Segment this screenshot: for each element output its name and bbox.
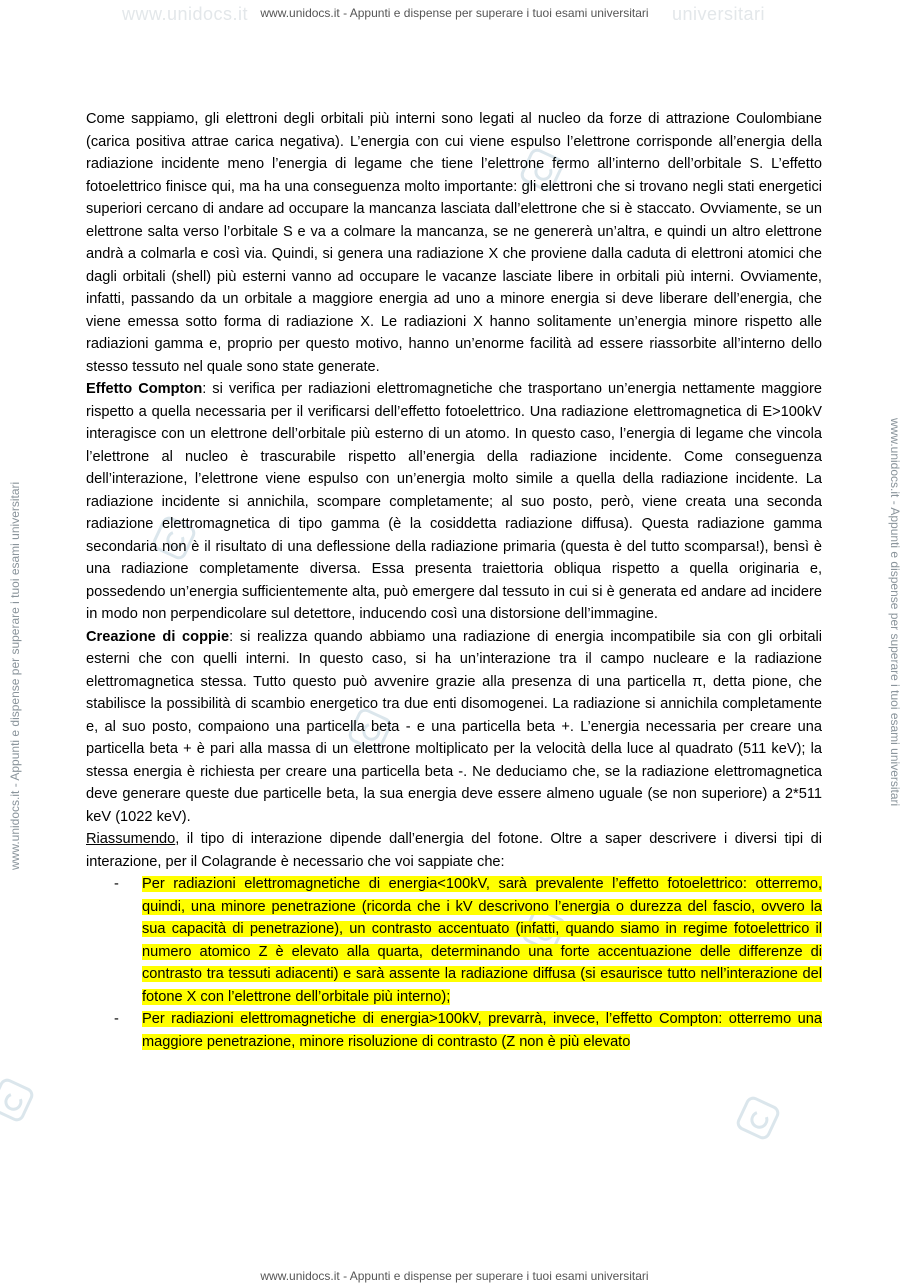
document-body [86, 108, 822, 1053]
watermark-side-right: www.unidocs.it - Appunti e dispense per superare i tuoi esami universitari [888, 418, 902, 807]
paragraph-riassumendo [86, 828, 822, 873]
highlighted-text: Per radiazioni elettromagnetiche di energia<100kV, sarà prevalente l’effetto fotoelettrico: otterremo, quindi, una minore penetrazione (ricorda che i kV descrivono l’energia o durezza del fascio, ovvero la sua capacità di penetrazione), un contrasto accentuato (infatti, quando siamo in regime fotoelettrico il numero atomico Z è elevato alla quarta, determinando una forte accentuazione delle differenze di contrasto tra tessuti adiacenti) e sarà assente la radiazione diffusa (si esaurisce tutto nell’interazione del fotone X con l’elettrone dell’orbitale più interno); [142, 876, 822, 1005]
paragraph-compton [86, 378, 822, 626]
watermark-logo-icon [734, 1094, 782, 1142]
heading-compton: Effetto Compton [86, 381, 203, 397]
watermark-logo-icon [0, 1076, 36, 1124]
list-dash: - [114, 1011, 119, 1027]
watermark-ghost-right: universitari [672, 4, 766, 24]
watermark-header: www.unidocs.it - Appunti e dispense per superare i tuoi esami universitari [260, 6, 649, 20]
riassumendo-text: , il tipo di interazione dipende dall’energia del fotone. Oltre a saper descrivere i diversi tipi di interazione, per il Colagrande è necessario che voi sappiate che: [86, 831, 822, 870]
compton-text: : si verifica per radiazioni elettromagnetiche che trasportano un’energia nettamente maggiore rispetto a quella necessaria per il verificarsi dell’effetto fotoelettrico. Una radiazione elettromagnetica di E>100kV interagisce con un elettrone dell’orbitale più esterno di un atomo. In questo caso, l’energia di legame che vincola l’elettrone al nucleo è trascurabile rispetto all’energia della radiazione incidente. Come conseguenza dell’interazione, l’elettrone viene espulso con un’energia molto simile a quella della radiazione incidente. La radiazione incidente si annichila, scompare completamente; al suo posto, però, viene creata una seconda radiazione elettromagnetica di tipo gamma (è la cosiddetta radiazione diffusa). Questa radiazione gamma secondaria non è il risultato di una deflessione della radiazione primaria (questa è del tutto scomparsa!), bensì è una radiazione completamente diversa. Essa presenta traiettoria obliqua rispetto a quella originaria e, possedendo un’energia sufficientemente alta, può emergere dal tessuto in cui si è generata ed andare ad incidere in modo non perpendicolare sul detettore, inducendo così una distorsione dell’immagine. [86, 381, 822, 622]
list-item [86, 873, 822, 1008]
watermark-footer: www.unidocs.it - Appunti e dispense per superare i tuoi esami universitari [260, 1269, 649, 1283]
watermark-ghost-left: www.unidocs.it [122, 4, 249, 24]
watermark-side-left: www.unidocs.it - Appunti e dispense per superare i tuoi esami universitari [8, 481, 22, 870]
paragraph-fotoelettrico: Come sappiamo, gli elettroni degli orbitali più interni sono legati al nucleo da forze di attrazione Coulombiane (carica positiva attrae carica negativa). L’energia con cui viene espulso l’elettrone corrisponde all’energia della radiazione incidente meno l’energia di legame che tiene l’elettrone fermo all’interno dell’orbitale S. L’effetto fotoelettrico finisce qui, ma ha una conseguenza molto importante: gli elettroni che si trovano negli stati energetici superiori cercano di andare ad occupare la mancanza lasciata dall’elettrone che si è staccato. Ovviamente, se un elettrone salta verso l’orbitale S e va a colmare la mancanza, se ne genererà un’altra, e quindi un altro elettrone andrà a colmarla e così via. Quindi, si genera una radiazione X che proviene dalla caduta di elettroni atomici che dagli orbitali (shell) più esterni vanno ad occupare le vacanze lasciate libere in orbitali più interni. Ovviamente, infatti, passando da un orbitale a maggiore energia ad uno a minore energia si deve liberare dell’energia, che viene emessa sotto forma di radiazione X. Le radiazioni X hanno solitamente un’energia minore rispetto alle radiazioni gamma e, proprio per questo motivo, hanno un’enorme facilità ad essere riassorbite all’interno dello stesso tessuto nel quale sono state generate. [86, 111, 822, 375]
list-dash: - [114, 876, 119, 892]
heading-riassumendo: Riassumendo [86, 831, 176, 847]
heading-coppie: Creazione di coppie [86, 628, 230, 645]
list-item [86, 1008, 822, 1053]
summary-list [86, 873, 822, 1053]
paragraph-coppie [86, 626, 822, 829]
coppie-text: : si realizza quando abbiamo una radiazione di energia incompatibile sia con gli orbitali esterni che con quelli interni. In questo caso, si ha un’interazione tra il campo nucleare e la radiazione elettromagnetica stessa. Tutto questo può avvenire grazie alla presenza di una particella π, detta pione, che stabilisce la possibilità di scambio energetico tra due enti disomogenei. La radiazione si annichila completamente e, al suo posto, compaiono una particella beta - e una particella beta +. L’energia necessaria per creare una particella beta + è pari alla massa di un elettrone moltiplicato per la velocità della luce al quadrato (511 keV); la stessa energia è richiesta per creare una particella beta -. Ne deduciamo che, se la radiazione elettromagnetica deve generare queste due particelle beta, la sua energia deve essere almeno uguale (se non superiore) a 2*511 keV (1022 keV). [86, 628, 823, 825]
highlighted-text: Per radiazioni elettromagnetiche di energia>100kV, prevarrà, invece, l’effetto Compton: otterremo una maggiore penetrazione, minore risoluzione di contrasto (Z non è più elevato [142, 1011, 822, 1050]
